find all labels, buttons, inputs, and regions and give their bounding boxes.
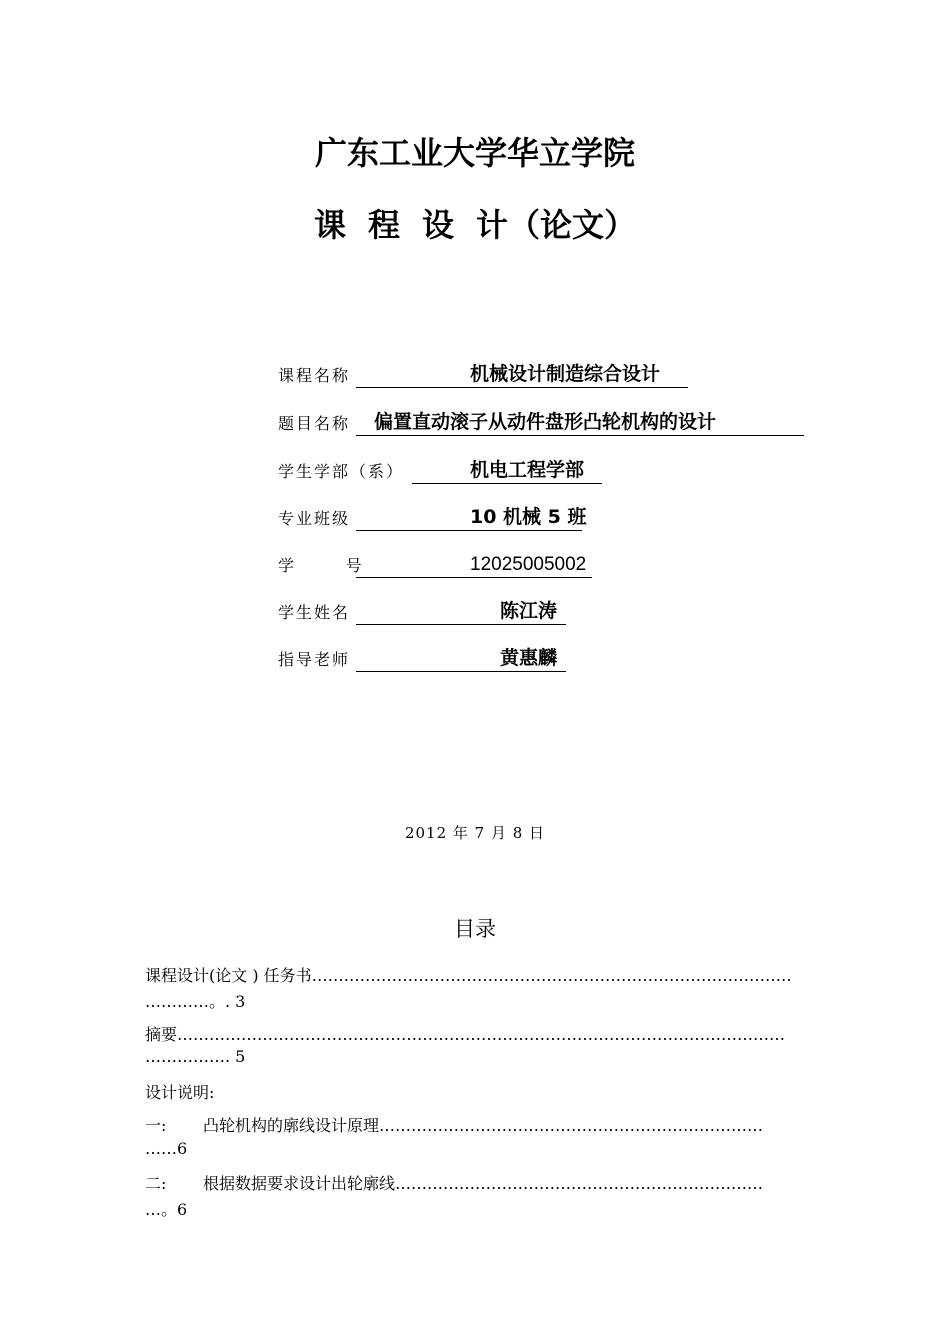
toc-entry-number: 一:: [145, 1116, 167, 1135]
toc-section-heading: 设计说明:: [145, 1083, 215, 1102]
field-underline: [356, 577, 592, 578]
field-value: 偏置直动滚子从动件盘形凸轮机构的设计: [374, 411, 717, 433]
toc-entry: 课程设计(论文 ) 任务书………………………………………………………………………………: [145, 966, 792, 985]
field-underline: [356, 387, 688, 388]
field-label: 指导老师: [278, 650, 351, 669]
field-department: [278, 456, 608, 486]
doc-title-char: 程: [367, 206, 400, 244]
field-value: 12025005002: [470, 554, 587, 575]
field-course-name: [278, 360, 698, 390]
field-label: 学生学部（系）: [278, 462, 405, 481]
toc-entry-continuation: ……6: [145, 1139, 188, 1158]
toc-entry-continuation: ……………. 5: [145, 1047, 246, 1066]
field-value: 10 机械 5 班: [470, 506, 587, 528]
toc-entry: 二: 根据数据要求设计出轮廓线……………………………………………………………: [145, 1171, 810, 1194]
field-value: 黄惠麟: [500, 647, 558, 669]
field-label: 学生姓名: [278, 603, 351, 622]
field-underline: [356, 671, 566, 672]
field-label: 学 号: [278, 556, 364, 575]
field-underline: [412, 483, 602, 484]
field-value: 陈江涛: [500, 600, 558, 622]
field-label: 题目名称: [278, 414, 351, 433]
toc-entry: 一: 凸轮机构的廓线设计原理………………………………………………………………: [145, 1113, 810, 1136]
field-class: [278, 503, 598, 533]
field-advisor: [278, 644, 578, 674]
field-student-name: [278, 597, 578, 627]
doc-title-char: 课: [313, 206, 346, 244]
document-title: [0, 200, 950, 246]
field-label: 专业班级: [278, 509, 351, 528]
field-underline: [356, 624, 566, 625]
doc-title-char: 计（论文）: [476, 206, 637, 244]
toc-entry-number: 二:: [145, 1174, 167, 1193]
toc-entry-continuation: …。6: [145, 1200, 188, 1219]
university-title: 广东工业大学华立学院: [314, 134, 635, 172]
field-student-id: [278, 550, 598, 580]
toc-entry: 摘要……………………………………………………………………………………………………: [145, 1025, 786, 1044]
field-label: 课程名称: [278, 366, 351, 385]
field-underline: [356, 530, 582, 531]
field-value: 机电工程学部: [470, 459, 585, 481]
field-topic-name: [278, 408, 808, 438]
field-value: 机械设计制造综合设计: [470, 363, 661, 385]
doc-title-char: 设: [422, 206, 455, 244]
document-date: 2012 年 7 月 8 日: [404, 824, 546, 842]
field-underline: [356, 435, 804, 436]
toc-title: 目录: [454, 917, 496, 941]
toc-entry-continuation: …………。. 3: [145, 992, 246, 1011]
